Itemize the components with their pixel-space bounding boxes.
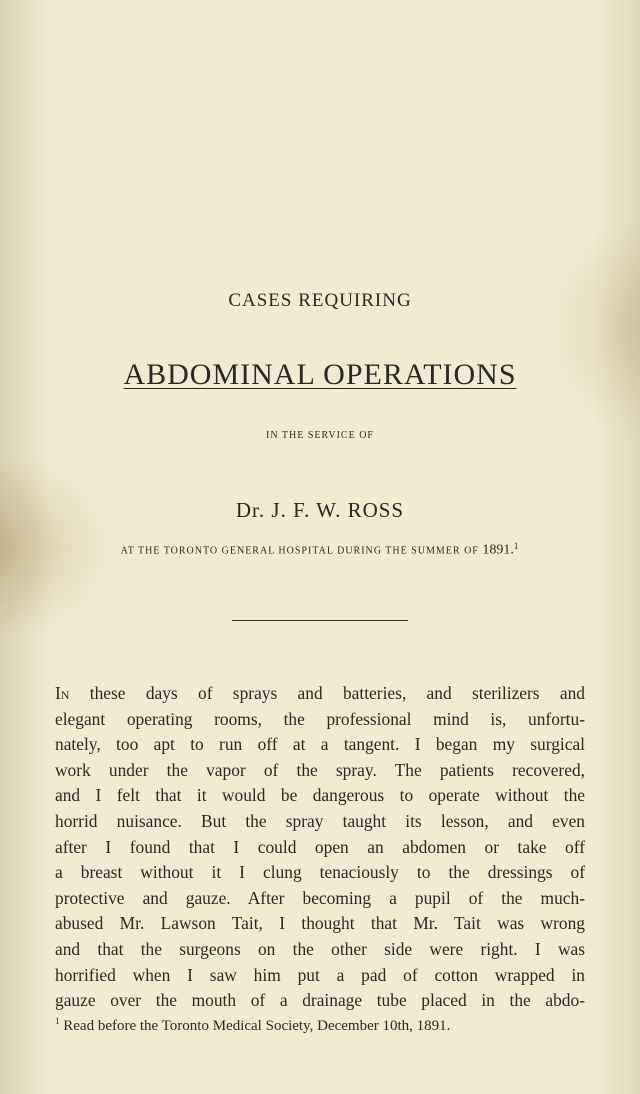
title-line-cases-requiring: CASES REQUIRING: [228, 290, 412, 311]
section-divider: [232, 620, 408, 621]
body-line: horrified when I saw him put a pad of cotton wrapped in: [55, 964, 585, 985]
body-line: In these days of sprays and batteries, and sterilizers and: [55, 683, 585, 703]
footnote: [55, 1016, 585, 1035]
body-line: horrid nuisance. But the spray taught its lesson, and even: [55, 810, 585, 831]
body-line: and that the surgeons on the other side were right. I was: [55, 938, 585, 959]
title-abdominal-operations: ABDOMINAL OPERATIONS: [123, 358, 517, 391]
footnote-marker: 1: [55, 1016, 60, 1026]
body-line: work under the vapor of the spray. The patients recovered,: [55, 759, 585, 780]
footnote-reference: 1: [513, 541, 520, 551]
body-line: nately, too apt to run off at a tangent. I began my surgical: [55, 734, 585, 755]
venue-year: 1891.: [482, 542, 514, 558]
body-line: a breast without it I clung tenaciously to the dressings of: [55, 862, 585, 883]
venue-line: [0, 541, 640, 558]
footnote-text: Read before the Toronto Medical Society, December 10th, 1891.: [63, 1018, 451, 1034]
subtitle-in-the-service-of: IN THE SERVICE OF: [266, 430, 374, 441]
body-line: gauze over the mouth of a drainage tube placed in the abdo-: [55, 990, 585, 1011]
body-paragraph: [55, 681, 585, 1014]
author-name: Dr. J. F. W. ROSS: [235, 498, 405, 522]
body-line: elegant operating rooms, the professional mind is, unfortu-: [55, 708, 585, 729]
body-line: protective and gauze. After becoming a pupil of the much-: [55, 887, 585, 908]
opening-word: In: [55, 683, 70, 703]
body-line: and I felt that it would be dangerous to operate without the: [55, 785, 585, 806]
body-line: after I found that I could open an abdomen or take off: [55, 836, 585, 857]
venue-text: AT THE TORONTO GENERAL HOSPITAL DURING THE SUMMER OF: [120, 545, 479, 557]
body-line: abused Mr. Lawson Tait, I thought that Mr. Tait was wrong: [55, 913, 585, 934]
